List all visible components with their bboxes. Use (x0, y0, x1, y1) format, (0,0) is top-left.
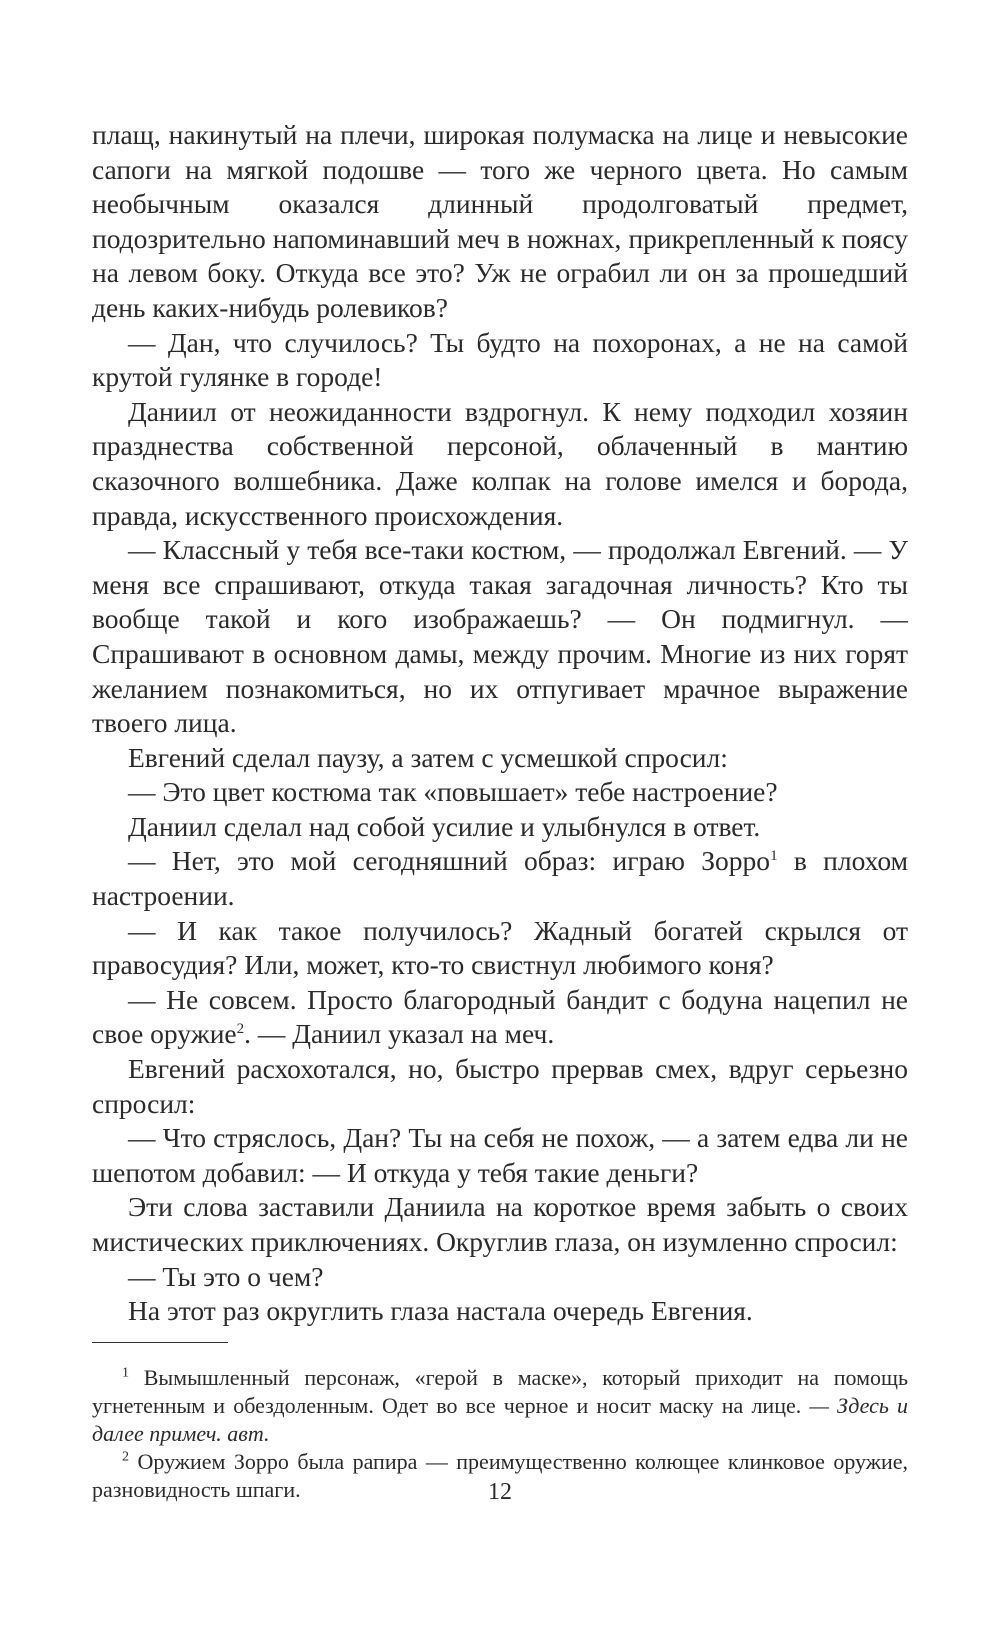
paragraph-text: в плохом настроении. (92, 845, 908, 912)
footnote-text: Вымышленный персонаж, «герой в маске», который приходит на помощь угнетенным и обездоленным. Одет во все черное и носит маску на лице. (92, 1364, 908, 1418)
paragraph: Даниил от неожиданности вздрогнул. К нему подходил хозяин празднества собственной персоной, облаченный в мантию сказочного волшебника. Даже колпак на голове имелся и борода, правда, искусственного происхождения. (92, 395, 908, 531)
paragraph-text: — Не совсем. Просто благородный бандит с бодуна нацепил не свое оружие (92, 983, 908, 1050)
paragraph: плащ, накинутый на плечи, широкая полумаска на лице и невысокие сапоги на мягкой подошве — того же черного цвета. Но самым необычным оказался длинный продолговатый предмет, подозрительно напоминавший меч в ножнах, прикрепленный к поясу на левом боку. Откуда все это? Уж не ограбил ли он за прошедший день каких-нибудь ролевиков? (92, 119, 908, 323)
paragraph-text: . — Даниил указал на меч. (244, 1018, 555, 1050)
paragraph: — Классный у тебя все-таки костюм, — продолжал Евгений. — У меня все спрашивают, откуда такая загадочная личность? Кто ты вообще такой и кого изображаешь? — Он подмигнул. — Спрашивают в основном дамы, между прочим. Многие из них горят желанием познакомиться, но их отпугивает мрачное выражение твоего лица. (92, 534, 908, 739)
paragraph: — Дан, что случилось? Ты будто на похоронах, а не на самой крутой гулянке в городе! (92, 326, 908, 393)
paragraph: Эти слова заставили Даниила на короткое время забыть о своих мистических приключениях. Округлив глаза, он изумленно спросил: (92, 1191, 908, 1257)
paragraph: — Что стряслось, Дан? Ты на себя не похож, — а затем едва ли не шепотом добавил: — И откуда у тебя такие деньги? (92, 1122, 908, 1188)
footnote-1 (92, 1364, 908, 1448)
footnote-ref-1: 1 (770, 848, 778, 865)
paragraph: Даниил сделал над собой усилие и улыбнулся в ответ. (128, 810, 761, 842)
paragraph: — Ты это о чем? (128, 1260, 324, 1292)
footnote-attribution: — Здесь и далее примеч. авт. (92, 1392, 908, 1446)
paragraph: На этот раз округлить глаза настала очередь Евгения. (128, 1295, 753, 1327)
footnote-divider (92, 1342, 228, 1343)
paragraph: — Это цвет костюма так «повышает» тебе настроение? (128, 776, 778, 808)
footnote-mark: 2 (122, 1449, 129, 1465)
book-page (92, 118, 908, 1504)
paragraph: Евгений сделал паузу, а затем с усмешкой спросил: (128, 741, 728, 773)
paragraph-with-footnote-2 (92, 983, 908, 1052)
footnote-mark: 1 (122, 1365, 129, 1381)
page-number: 12 (488, 1479, 512, 1505)
paragraph-text: — Нет, это мой сегодняшний образ: играю Зорро (128, 845, 771, 877)
paragraph: — И как такое получилось? Жадный богатей скрылся от правосудия? Или, может, кто-то свистнул любимого коня? (92, 914, 908, 981)
paragraph-with-footnote-1 (92, 844, 908, 913)
paragraph: Евгений расхохотался, но, быстро прервав смех, вдруг серьезно спросил: (92, 1053, 908, 1119)
footnote-ref-2: 2 (236, 1021, 245, 1038)
footnote-text: Оружием Зорро была рапира — преимущественно колющее клинковое оружие, разновидность шпаги. (92, 1448, 908, 1502)
